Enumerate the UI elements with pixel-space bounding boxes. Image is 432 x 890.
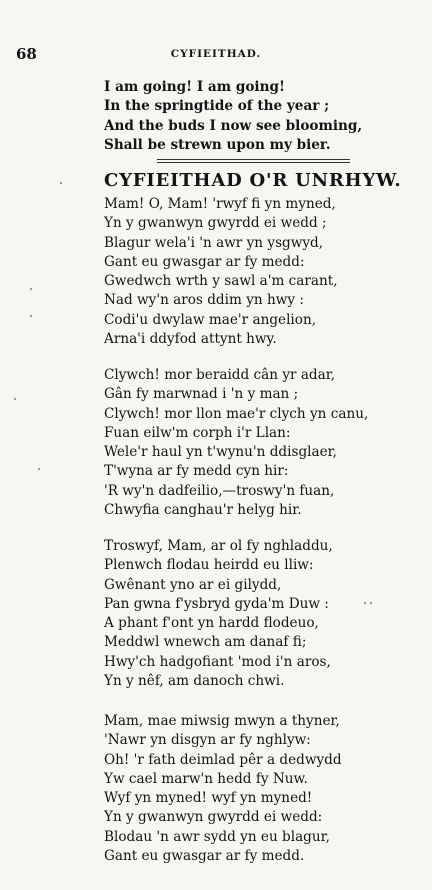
- verse-line: And the buds I now see blooming,: [104, 117, 363, 134]
- running-head: CYFIEITHAD.: [170, 48, 262, 60]
- verse-line: Plenwch flodau heirdd eu lliw:: [104, 557, 314, 574]
- verse-line: 'R wy'n dadfeilio,—troswy'n fuan,: [104, 482, 335, 499]
- paper-speck: [370, 602, 372, 604]
- verse-line: Gân fy marwnad i 'n y man ;: [104, 386, 299, 403]
- verse-line: Troswyf, Mam, ar ol fy nghladdu,: [104, 538, 333, 554]
- verse-line: Chwyfia canghau'r helyg hir.: [104, 502, 302, 519]
- verse-line: Arna'i ddyfod attynt hwy.: [104, 331, 277, 348]
- stanza-3: [104, 537, 333, 691]
- paper-speck: [30, 288, 32, 290]
- verse-line: Fuan eilw'm corph i'r Llan:: [104, 424, 291, 441]
- verse-line: Wele'r haul yn t'wynu'n ddisglaer,: [104, 444, 337, 461]
- english-stanza: [104, 78, 362, 155]
- verse-line: Codi'u dwylaw mae'r angelion,: [104, 311, 317, 328]
- verse-line: Yn y nêf, am danoch chwi.: [104, 673, 285, 690]
- paper-speck: [30, 315, 32, 317]
- verse-line: Meddwl wnewch am danaf fi;: [104, 634, 307, 651]
- verse-line: Gwedwch wrth y sawl a'm carant,: [104, 273, 338, 290]
- verse-line: Pan gwna f'ysbryd gyda'm Duw :: [104, 595, 329, 612]
- verse-line: Mam! O, Mam! 'rwyf fi yn myned,: [104, 196, 336, 212]
- paper-speck: [364, 602, 366, 604]
- verse-line: T'wyna ar fy medd cyn hir:: [104, 463, 289, 480]
- verse-line: Gant eu gwasgar ar fy medd.: [104, 848, 305, 865]
- page-number: 68: [16, 45, 37, 63]
- poem-title: CYFIEITHAD O'R UNRHYW.: [104, 170, 402, 191]
- verse-line: Wyf yn myned! wyf yn myned!: [104, 790, 313, 807]
- double-rule-divider: [157, 159, 350, 163]
- stanza-1: [104, 195, 338, 349]
- verse-line: Gant eu gwasgar ar fy medd:: [104, 253, 305, 270]
- paper-speck: [38, 468, 40, 470]
- verse-line: Blodau 'n awr sydd yn eu blagur,: [104, 828, 330, 845]
- verse-line: In the springtide of the year ;: [104, 98, 330, 115]
- verse-line: Blagur wela'i 'n awr yn ysgwyd,: [104, 234, 324, 251]
- paper-speck: [14, 398, 16, 400]
- verse-line: Oh! 'r fath deimlad pêr a dedwydd: [104, 751, 342, 768]
- verse-line: Hwy'ch hadgofiant 'mod i'n aros,: [104, 653, 331, 670]
- verse-line: Yn y gwanwyn gwyrdd ei wedd:: [104, 809, 323, 826]
- stanza-4: [104, 712, 342, 866]
- verse-line: Clywch! mor llon mae'r clych yn canu,: [104, 405, 369, 422]
- verse-line: A phant f'ont yn hardd flodeuo,: [104, 615, 319, 632]
- verse-line: 'Nawr yn disgyn ar fy nghlyw:: [104, 732, 311, 749]
- verse-line: Clywch! mor beraidd cân yr adar,: [104, 367, 336, 383]
- verse-line: Nad wy'n aros ddim yn hwy :: [104, 292, 304, 309]
- stanza-2: [104, 366, 368, 520]
- verse-line: Gwênant yno ar ei gilydd,: [104, 576, 282, 593]
- verse-line: Yn y gwanwyn gwyrdd ei wedd ;: [104, 215, 327, 232]
- verse-line: Mam, mae miwsig mwyn a thyner,: [104, 713, 340, 729]
- verse-line: Shall be strewn upon my bier.: [104, 136, 331, 153]
- verse-line: Yw cael marw'n hedd fy Nuw.: [104, 770, 308, 787]
- paper-speck: [60, 182, 62, 184]
- verse-line: I am going! I am going!: [104, 79, 285, 95]
